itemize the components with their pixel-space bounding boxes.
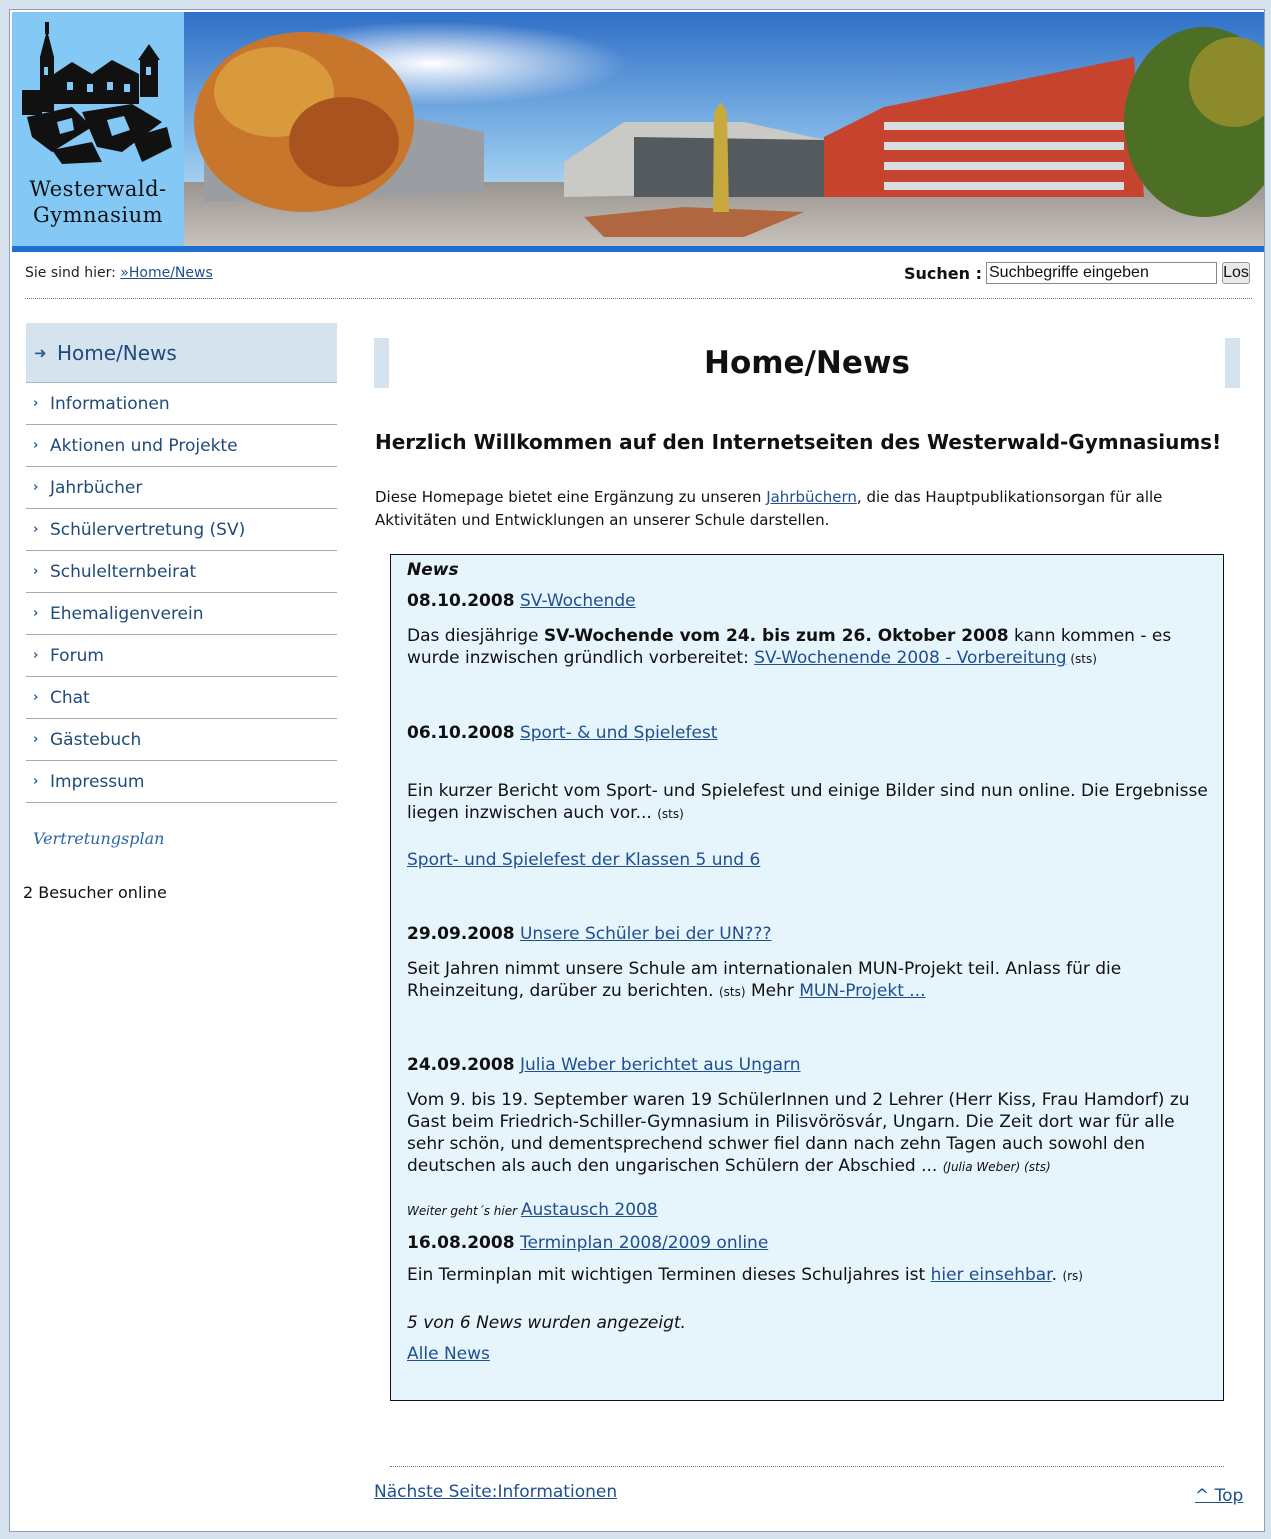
vertretungsplan-link[interactable]: Vertretungsplan	[33, 829, 165, 848]
jahrbuecher-link[interactable]: Jahrbüchern	[766, 488, 857, 506]
news-item-text	[407, 1264, 1213, 1287]
news-item-text	[407, 958, 1213, 1003]
news-date: 08.10.2008	[407, 591, 515, 611]
sidebar-item-label: Informationen	[50, 393, 170, 414]
news-item-title	[407, 1055, 801, 1075]
sidebar-item-chat[interactable]	[26, 677, 337, 719]
breadcrumb-link-home[interactable]: »Home/News	[120, 265, 213, 281]
all-news-link[interactable]: Alle News	[407, 1344, 490, 1364]
news-detail-link[interactable]: Sport- und Spielefest der Klassen 5 und 6	[407, 850, 761, 870]
logo-emblem-icon	[12, 12, 184, 172]
sidebar-item-label: Forum	[50, 645, 104, 666]
sidebar-item-label: Jahrbücher	[50, 477, 143, 498]
sidebar-item-label: Chat	[50, 687, 90, 708]
chevron-right-icon: ›	[33, 480, 39, 495]
back-to-top-link[interactable]: ^ Top	[1195, 1486, 1244, 1506]
news-text: Seit Jahren nimmt unsere Schule am internationalen MUN-Projekt teil. Anlass für die Rheinzeitung, darüber zu berichten.	[407, 959, 1122, 1001]
sidebar-item-label: Schülervertretung (SV)	[50, 519, 246, 540]
news-author: (rs)	[1062, 1269, 1083, 1283]
news-all-line	[407, 1344, 490, 1364]
visitors-online: 2 Besucher online	[23, 883, 167, 902]
sidebar-item-sv[interactable]	[26, 509, 337, 551]
chevron-right-icon: ›	[33, 522, 39, 537]
news-text-bold: SV-Wochende vom 24. bis zum 26. Oktober 2008	[543, 626, 1009, 646]
divider	[25, 298, 1252, 299]
chevron-right-icon: ›	[33, 690, 39, 705]
intro-text-part: Diese Homepage bietet eine Ergänzung zu unseren	[375, 488, 767, 506]
sidebar-item-label: Gästebuch	[50, 729, 142, 750]
news-item-link-line	[407, 850, 760, 870]
news-text: Das diesjährige	[407, 626, 544, 646]
chevron-right-icon: ›	[33, 438, 39, 453]
news-author: (sts)	[718, 985, 746, 999]
sidebar-item-aktionen[interactable]	[26, 425, 337, 467]
news-title-link[interactable]: Terminplan 2008/2009 online	[519, 1233, 769, 1253]
sidebar-item-impressum[interactable]	[26, 761, 337, 803]
news-author: (sts)	[657, 807, 684, 821]
news-more-label: Weiter geht´s hier	[407, 1204, 521, 1218]
news-item-title	[407, 591, 636, 611]
site-header	[12, 12, 1264, 246]
school-panorama-image	[184, 12, 1264, 246]
sidebar-item-forum[interactable]	[26, 635, 337, 677]
news-text: .	[1051, 1265, 1063, 1285]
sidebar-item-label: Home/News	[57, 340, 177, 365]
next-page-link[interactable]: Nächste Seite:Informationen	[374, 1482, 618, 1502]
news-item-title	[407, 1233, 768, 1253]
news-item-title	[407, 723, 717, 743]
news-detail-link[interactable]: Austausch 2008	[520, 1200, 658, 1220]
news-text: Ein Terminplan mit wichtigen Terminen dieses Schuljahres ist	[407, 1265, 931, 1285]
news-date: 29.09.2008	[407, 924, 515, 944]
sidebar-item-label: Impressum	[50, 771, 145, 792]
sidebar-item-ehemaligenverein[interactable]	[26, 593, 337, 635]
news-author: (Julia Weber) (sts)	[942, 1160, 1051, 1174]
school-logo[interactable]	[12, 12, 184, 246]
divider	[390, 1466, 1224, 1467]
logo-line-2: Gymnasium	[32, 203, 164, 227]
news-title-link[interactable]: SV-Wochende	[519, 591, 636, 611]
chevron-right-icon: ›	[33, 606, 39, 621]
logo-line-1: Westerwald-	[29, 177, 167, 201]
news-box	[390, 554, 1224, 1401]
news-text: Mehr	[745, 981, 800, 1001]
arrow-right-icon: ➜	[34, 343, 47, 362]
search-button[interactable]: Los	[1222, 262, 1250, 284]
news-count: 5 von 6 News wurden angezeigt.	[407, 1313, 686, 1333]
chevron-right-icon: ›	[33, 732, 39, 747]
page-frame	[9, 9, 1265, 1532]
sidebar-item-informationen[interactable]	[26, 383, 337, 425]
sidebar-item-label: Aktionen und Projekte	[50, 435, 238, 456]
news-item-text	[407, 625, 1213, 670]
breadcrumb	[25, 265, 213, 281]
news-text: Vom 9. bis 19. September waren 19 SchülerInnen und 2 Lehrer (Herr Kiss, Frau Hamdorf) zu Gast beim Friedrich-Schiller-Gymnasium in Pilisvörösvár, Ungarn. Die Zeit dort war für alle sehr schön, und dementsprechend schwer fiel dann nach zehn Tagen auch sowohl den deutschen als auch den ungarischen Schülern der Abschied ...	[407, 1090, 1190, 1176]
news-date: 24.09.2008	[407, 1055, 515, 1075]
news-item-text	[407, 1089, 1213, 1178]
news-detail-link[interactable]: hier einsehbar	[930, 1265, 1052, 1285]
sidebar-item-home-news[interactable]	[26, 323, 337, 383]
chevron-right-icon: ›	[33, 648, 39, 663]
sidebar-nav	[26, 323, 337, 848]
sidebar-item-gaestebuch[interactable]	[26, 719, 337, 761]
news-item-link-line	[407, 1200, 658, 1220]
page-title: Home/News	[389, 338, 1225, 388]
breadcrumb-prefix: Sie sind hier:	[25, 265, 121, 281]
chevron-right-icon: ›	[33, 774, 39, 789]
search-input[interactable]	[986, 262, 1217, 284]
header-accent-bar	[12, 246, 1264, 252]
intro-text	[375, 486, 1225, 532]
search-label: Suchen :	[904, 264, 982, 283]
chevron-right-icon: ›	[33, 396, 39, 411]
logo-text	[12, 176, 184, 228]
sidebar-item-schulelternbeirat[interactable]	[26, 551, 337, 593]
page-title-box	[374, 338, 1240, 388]
sidebar-item-jahrbuecher[interactable]	[26, 467, 337, 509]
welcome-heading: Herzlich Willkommen auf den Internetseiten des Westerwald-Gymnasiums!	[375, 430, 1222, 454]
news-date: 16.08.2008	[407, 1233, 515, 1253]
news-title-link[interactable]: Unsere Schüler bei der UN???	[519, 924, 772, 944]
news-author: (sts)	[1066, 652, 1097, 666]
sidebar-item-label: Ehemaligenverein	[50, 603, 204, 624]
news-title-link[interactable]: Sport- & und Spielefest	[519, 723, 718, 743]
news-text: Ein kurzer Bericht vom Sport- und Spielefest und einige Bilder sind nun online. Die Ergebnisse liegen inzwischen auch vor...	[407, 781, 1208, 823]
intro-text-part: , die das Hauptpublikationsorgan für alle Aktivitäten und Entwicklungen an unserer Schule darstellen.	[375, 488, 1163, 529]
news-heading: News	[407, 560, 459, 580]
news-text: kann kommen - es wurde inzwischen gründlich vorbereitet:	[407, 626, 1172, 668]
news-item-text	[407, 780, 1213, 825]
news-title-link[interactable]: Julia Weber berichtet aus Ungarn	[519, 1055, 801, 1075]
news-detail-link[interactable]: MUN-Projekt ...	[799, 981, 926, 1001]
chevron-right-icon: ›	[33, 564, 39, 579]
news-item-title	[407, 924, 771, 944]
news-detail-link[interactable]: SV-Wochenende 2008 - Vorbereitung	[754, 648, 1067, 668]
sidebar-item-label: Schulelternbeirat	[50, 561, 197, 582]
news-date: 06.10.2008	[407, 723, 515, 743]
